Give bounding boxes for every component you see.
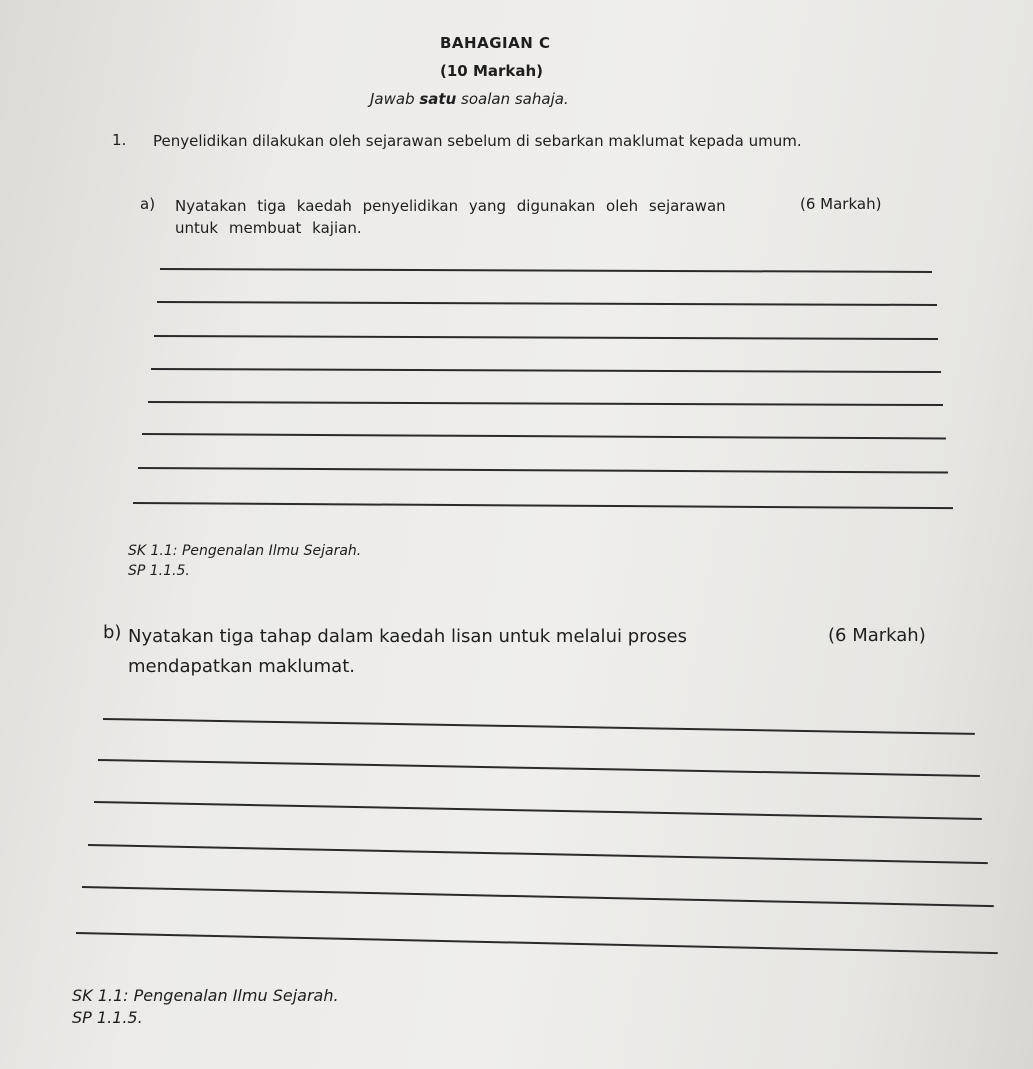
section-marks: (10 Markah) — [440, 62, 544, 80]
part-b-reference — [72, 985, 339, 1029]
answer-line[interactable] — [138, 467, 948, 474]
answer-line[interactable] — [88, 844, 988, 864]
answer-line[interactable] — [142, 433, 946, 439]
answer-line[interactable] — [82, 886, 994, 907]
answer-line[interactable] — [94, 801, 982, 820]
part-a-text: Nyatakan tiga kaedah penyelidikan yang digunakan oleh sejarawan untuk membuat kajian. — [175, 197, 726, 237]
answer-line[interactable] — [154, 335, 938, 340]
question-stem: Penyelidikan dilakukan oleh sejarawan sebelum di sebarkan maklumat kepada umum. — [153, 132, 802, 150]
instruction-bold: satu — [419, 90, 457, 108]
instruction-post: soalan sahaja. — [456, 90, 569, 108]
instruction-pre: Jawab — [370, 90, 420, 108]
section-title: BAHAGIAN C — [440, 34, 551, 52]
part-a-letter: a) — [140, 195, 156, 213]
answer-line[interactable] — [157, 301, 937, 306]
reference-sk: SK 1.1: Pengenalan Ilmu Sejarah. — [128, 543, 362, 559]
part-b-text: Nyatakan tiga tahap dalam kaedah lisan untuk melalui proses mendapatkan maklumat. — [128, 626, 687, 677]
part-a-marks: (6 Markah) — [800, 195, 882, 213]
answer-line[interactable] — [148, 401, 943, 406]
reference-sp: SP 1.1.5. — [128, 563, 190, 579]
answer-line[interactable] — [76, 932, 998, 954]
reference-sk: SK 1.1: Pengenalan Ilmu Sejarah. — [72, 986, 339, 1005]
part-a-reference — [128, 541, 361, 581]
reference-sp: SP 1.1.5. — [72, 1008, 143, 1027]
question-number: 1. — [112, 131, 127, 149]
answer-line[interactable] — [98, 759, 980, 777]
part-b-marks: (6 Markah) — [828, 625, 926, 646]
answer-line[interactable] — [133, 502, 953, 509]
answer-line[interactable] — [160, 268, 932, 273]
answer-line[interactable] — [151, 368, 941, 373]
part-b-letter: b) — [103, 622, 122, 643]
answer-line[interactable] — [103, 718, 975, 735]
instruction — [370, 90, 569, 108]
